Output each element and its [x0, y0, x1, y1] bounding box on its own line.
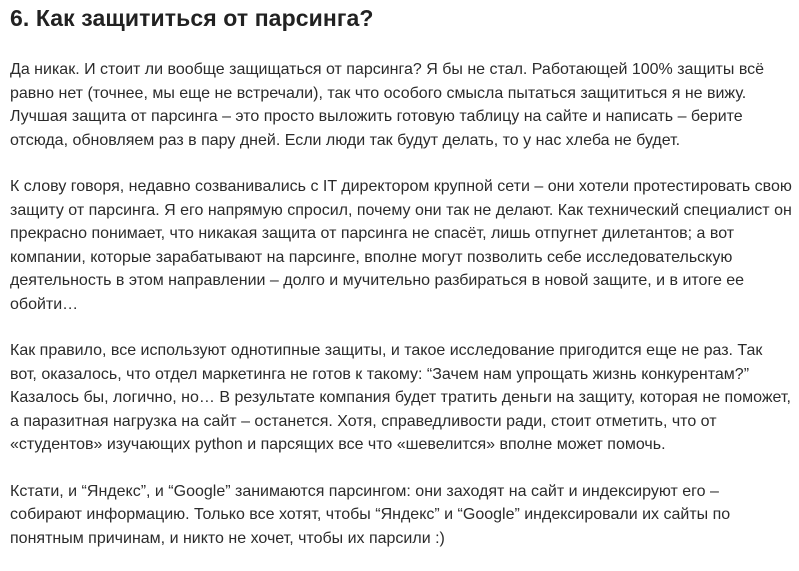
paragraph-1: Да никак. И стоит ли вообще защищаться от парсинга? Я бы не стал. Работающей 100% защиты всё равно нет (точнее, мы еще не встречали), так что особого смысла пытаться защититься я не вижу. Лучшая защита от парсинга – это просто выложить готовую таблицу на сайте и написать – берите отсюда, обновляем раз в пару дней. Если люди так будут делать, то у нас хлеба не будет. — [10, 61, 765, 149]
paragraph-4: Кстати, и “Яндекс”, и “Google” занимаются парсингом: они заходят на сайт и индексируют его – собирают информацию. Только все хотят, чтобы “Яндекс” и “Google” индексировали их сайты по понятным причинам, и никто не хочет, чтобы их парсили :) — [10, 482, 731, 547]
paragraph-3: Как правило, все используют однотипные защиты, и такое исследование пригодится еще не раз. Так вот, оказалось, что отдел маркетинга не готов к такому: “Зачем нам упрощать жизнь конкурентам?” Казалось бы, логично, но… В результате компания будет тратить деньги на защиту, которая не поможет, а паразитная нагрузка на сайт – останется. Хотя, справедливости ради, стоит отметить, что от «студентов» изучающих python и парсящих все что «шевелится» вполне может помочь. — [10, 342, 791, 453]
article — [10, 0, 792, 550]
paragraph-2: К слову говоря, недавно созванивались с IT директором крупной сети – они хотели протестировать свою защиту от парсинга. Я его напрямую спросил, почему они так не делают. Как технический специалист он прекрасно понимает, что никакая защита от парсинга не спасёт, лишь отпугнет дилетантов; а вот компании, которые зарабатывают на парсинге, вполне могут позволить себе исследовательскую деятельность в этом направлении – долго и мучительно разбираться в новой защите, и в итоге ее обойти… — [10, 178, 792, 313]
section-heading: 6. Как защититься от парсинга? — [10, 5, 374, 31]
